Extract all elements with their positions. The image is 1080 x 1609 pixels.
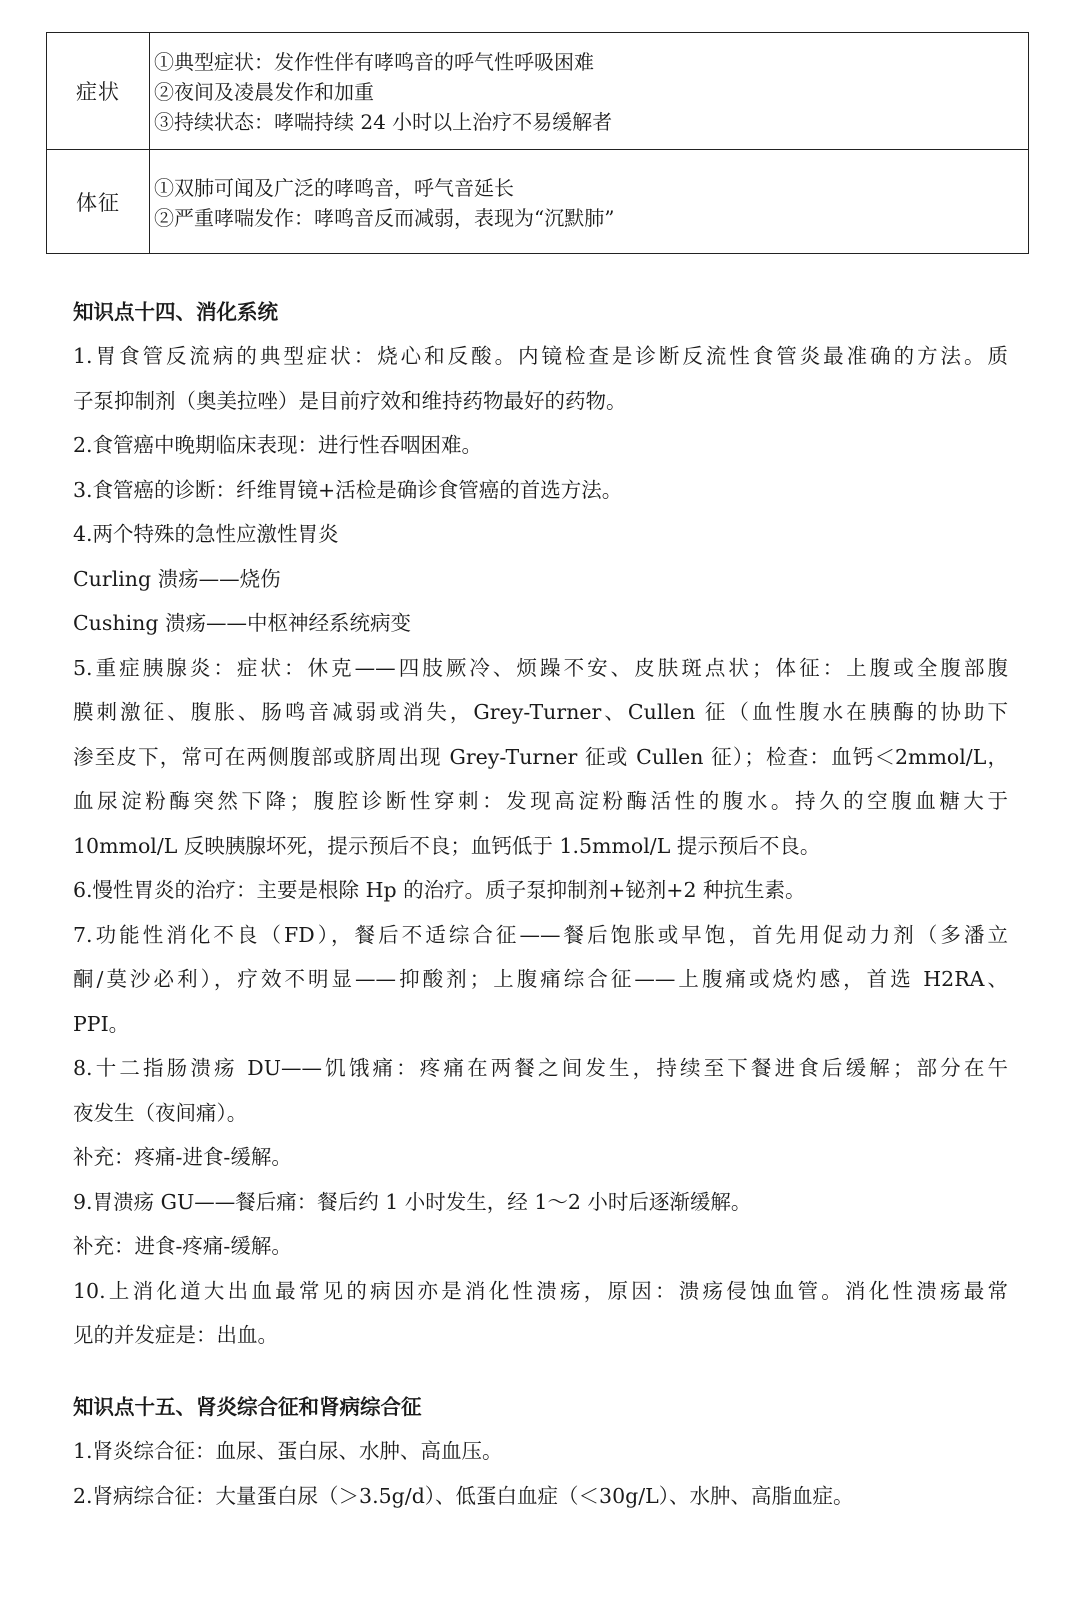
paragraph	[73, 557, 1008, 602]
paragraph-line: 9.胃溃疡 GU——餐后痛：餐后约 1 小时发生，经 1～2 小时后逐渐缓解。	[73, 1189, 752, 1214]
paragraph	[73, 334, 1008, 423]
paragraph-line: 渗至皮下，常可在两侧腹部或脐周出现 Grey-Turner 征或 Cullen 征）；检查：血钙＜2mmol/L，	[73, 744, 1008, 769]
paragraph-line: 10.上消化道大出血最常见的病因亦是消化性溃疡，原因：溃疡侵蚀血管。消化性溃疡最常	[73, 1278, 1008, 1303]
symptom-line-1: ①典型症状：发作性伴有哮鸣音的呼气性呼吸困难	[154, 50, 594, 74]
paragraph	[73, 1046, 1008, 1135]
paragraph-line: 2.食管癌中晚期临床表现：进行性吞咽困难。	[73, 433, 483, 457]
section-title: 知识点十五、肾炎综合征和肾病综合征	[73, 1395, 422, 1419]
paragraph-line: 膜刺激征、腹胀、肠鸣音减弱或消失，Grey-Turner、Cullen 征（血性腹水在胰酶的协助下	[73, 700, 1008, 724]
paragraph	[73, 1269, 1008, 1358]
paragraph-line: 酮/莫沙必利），疗效不明显——抑酸剂；上腹痛综合征——上腹痛或烧灼感，首选 H2RA、	[73, 967, 1008, 991]
symptom-line-3: ③持续状态：哮喘持续 24 小时以上治疗不易缓解者	[154, 110, 613, 134]
paragraph-line: 2.肾病综合征：大量蛋白尿（＞3.5g/d）、低蛋白血症（＜30g/L）、水肿、高脂血症。	[73, 1483, 854, 1508]
table-row-symptoms	[47, 33, 1029, 150]
paragraph	[73, 1224, 1008, 1269]
paragraph-line: 1.肾炎综合征：血尿、蛋白尿、水肿、高血压。	[73, 1439, 503, 1463]
paragraph-line: 6.慢性胃炎的治疗：主要是根除 Hp 的治疗。质子泵抑制剂+铋剂+2 种抗生素。	[73, 878, 806, 902]
paragraph-line: 1.胃食管反流病的典型症状：烧心和反酸。内镜检查是诊断反流性食管炎最准确的方法。质	[73, 344, 1008, 368]
paragraph-line: 7.功能性消化不良（FD），餐后不适综合征——餐后饱胀或早饱，首先用促动力剂（多潘立	[73, 922, 1008, 947]
paragraph-line: PPI。	[73, 1011, 130, 1036]
paragraph-line: Cushing 溃疡——中枢神经系统病变	[73, 611, 412, 635]
paragraph	[73, 1180, 1008, 1225]
paragraph-line: 8.十二指肠溃疡 DU——饥饿痛：疼痛在两餐之间发生，持续至下餐进食后缓解；部分在午	[73, 1056, 1008, 1080]
paragraph-line: 10mmol/L 反映胰腺坏死，提示预后不良；血钙低于 1.5mmol/L 提示预后不良。	[73, 833, 821, 858]
paragraph-line: 血尿淀粉酶突然下降；腹腔诊断性穿刺：发现高淀粉酶活性的腹水。持久的空腹血糖大于	[73, 789, 1008, 813]
paragraph-line: 子泵抑制剂（奥美拉唑）是目前疗效和维持药物最好的药物。	[73, 388, 627, 413]
paragraph-line: Curling 溃疡——烧伤	[73, 566, 281, 591]
row-label-symptoms: 症状	[47, 33, 150, 150]
paragraph	[73, 913, 1008, 1047]
paragraph-line: 补充：疼痛-进食-缓解。	[73, 1145, 292, 1169]
section-nephritis-nephrotic	[73, 1385, 1008, 1518]
paragraph	[73, 512, 1008, 557]
paragraph-line: 3.食管癌的诊断：纤维胃镜+活检是确诊食管癌的首选方法。	[73, 477, 623, 502]
paragraph	[73, 868, 1008, 913]
paragraph	[73, 1474, 1008, 1519]
row-content-symptoms	[150, 33, 1029, 150]
paragraph	[73, 1135, 1008, 1180]
row-content-signs	[150, 150, 1029, 254]
paragraph-line: 夜发生（夜间痛）。	[73, 1100, 248, 1125]
paragraph	[73, 646, 1008, 869]
asthma-symptom-table	[46, 32, 1029, 254]
section-title: 知识点十四、消化系统	[73, 300, 278, 324]
table-row-signs	[47, 150, 1029, 254]
paragraph-line: 4.两个特殊的急性应激性胃炎	[73, 522, 339, 546]
paragraph-line: 5.重症胰腺炎：症状：休克——四肢厥冷、烦躁不安、皮肤斑点状；体征：上腹或全腹部腹	[73, 655, 1008, 680]
paragraph	[73, 468, 1008, 513]
sign-line-1: ①双肺可闻及广泛的哮鸣音，呼气音延长	[154, 175, 514, 200]
section-body	[73, 1429, 1008, 1518]
paragraph	[73, 1429, 1008, 1474]
paragraph-line: 见的并发症是：出血。	[73, 1323, 278, 1347]
sign-line-2: ②严重哮喘发作：哮鸣音反而减弱，表现为“沉默肺”	[154, 205, 615, 230]
paragraph	[73, 423, 1008, 468]
section-digestive-system	[73, 290, 1008, 1358]
paragraph	[73, 601, 1008, 646]
paragraph-line: 补充：进食-疼痛-缓解。	[73, 1234, 292, 1258]
symptom-line-2: ②夜间及凌晨发作和加重	[154, 80, 374, 104]
section-body	[73, 334, 1008, 1358]
row-label-signs: 体征	[47, 150, 150, 254]
